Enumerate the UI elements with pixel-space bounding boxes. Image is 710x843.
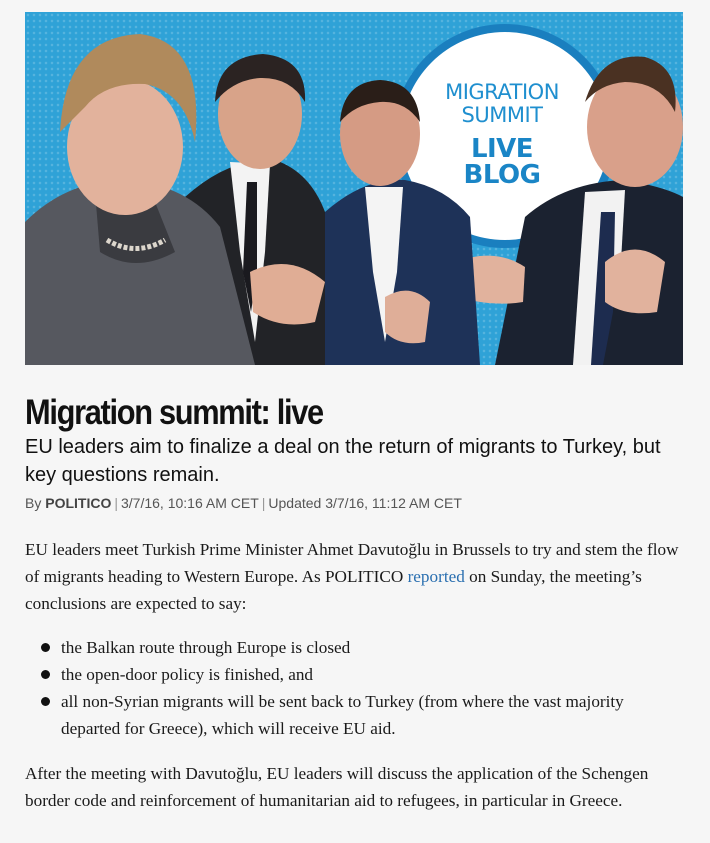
bullet-icon [41, 697, 50, 706]
list-item [40, 661, 680, 688]
badge-line-summit: SUMMIT [461, 103, 543, 127]
paragraph-intro-text-end: on Sunday, the meeting’s conclusions are expected to say: [25, 567, 642, 613]
paragraph-followup: After the meeting with Davutoğlu, EU leaders will discuss the application of the Schengen border code and reinforcement of humanitarian aid to refugees, in particular in Greece. [25, 764, 649, 810]
byline [25, 494, 462, 512]
bullet-icon [41, 670, 50, 679]
byline-updated: Updated 3/7/16, 11:12 AM CET [268, 495, 462, 511]
list-item-text: the Balkan route through Europe is closed [61, 638, 351, 657]
reported-link[interactable]: reported [407, 567, 465, 586]
article-subtitle: EU leaders aim to finalize a deal on the return of migrants to Turkey, but key questions remain. [25, 436, 661, 486]
live-blog-badge [423, 82, 581, 188]
paragraph-intro [25, 536, 685, 617]
bullet-icon [41, 643, 50, 652]
list-item [40, 634, 680, 661]
hero-illustration [25, 12, 683, 365]
byline-separator: | [114, 495, 118, 511]
badge-line-live: LIVE [470, 134, 534, 164]
byline-by: By [25, 495, 42, 511]
list-item-text: all non-Syrian migrants will be sent back to Turkey (from where the vast majority departed for Greece), which will receive EU aid. [61, 692, 624, 738]
byline-author-link[interactable]: POLITICO [45, 495, 112, 511]
conclusions-list [40, 634, 680, 742]
list-item-text: the open-door policy is finished, and [61, 665, 314, 684]
badge-line-blog: BLOG [463, 160, 541, 190]
article-title: Migration summit: live [25, 393, 323, 432]
list-item [40, 688, 680, 742]
paragraph-intro-text: EU leaders meet Turkish Prime Minister Ahmet Davutoğlu in Brussels to try and stem the flow of migrants heading to Western Europe. As POLITICO [25, 540, 679, 586]
byline-separator: | [261, 495, 266, 511]
hero-image [25, 12, 683, 365]
byline-published: 3/7/16, 10:16 AM CET [121, 495, 259, 511]
badge-line-migration: MIGRATION [445, 80, 559, 104]
